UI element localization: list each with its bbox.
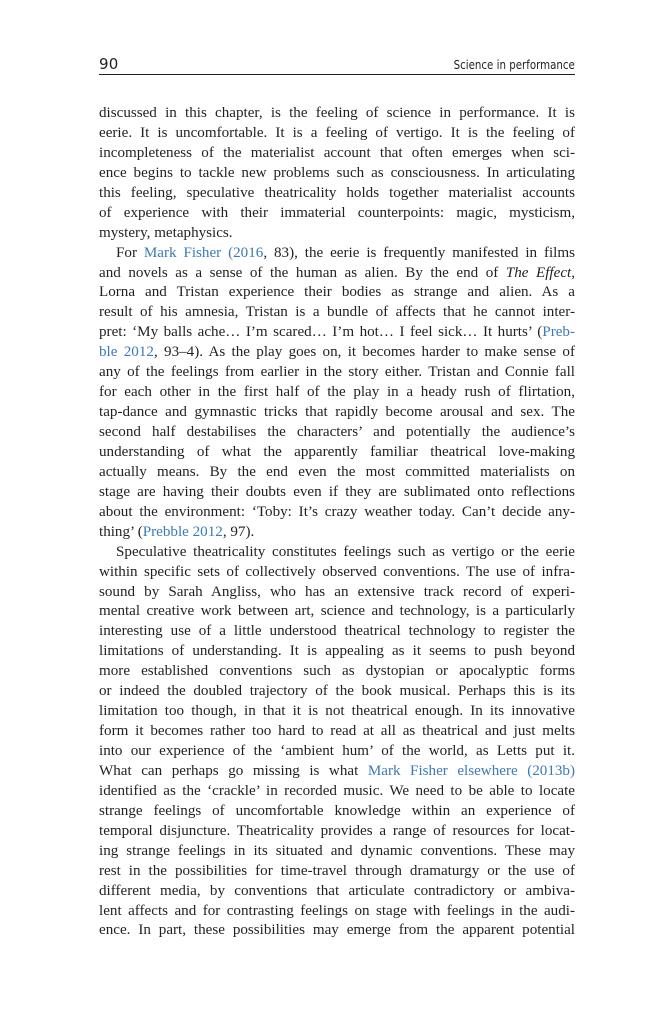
text-segment: result of his amnesia, Tristan is a bundle of affects that he cannot inter- <box>99 304 575 321</box>
text-line <box>99 782 575 802</box>
text-line <box>99 722 575 742</box>
text-segment: mystery, metaphysics. <box>99 224 233 241</box>
text-segment: of experience with their immaterial counterpoints: magic, mysticism, <box>99 204 575 221</box>
text-segment: about the environment: ‘Toby: It’s crazy weather today. Can’t decide any- <box>99 503 575 520</box>
text-segment: understanding of what the apparently familiar theatrical love-making <box>99 443 575 460</box>
citation-link[interactable]: Mark Fisher (2016 <box>143 244 264 261</box>
text-line <box>99 423 575 443</box>
text-line <box>99 124 575 144</box>
text-line <box>99 323 575 343</box>
text-line <box>99 264 575 284</box>
text-line <box>99 921 575 941</box>
text-line <box>99 662 575 682</box>
text-line <box>99 583 575 603</box>
body-text <box>99 104 575 941</box>
text-segment: into our experience of the ‘ambient hum’ of the world, as Letts put it. <box>99 743 575 759</box>
text-segment: ence. In part, these possibilities may emerge from the apparent potential <box>99 922 575 939</box>
text-line <box>99 622 575 642</box>
text-segment: actually means. By the end even the most committed materialists on <box>99 463 575 480</box>
text-segment: incompleteness of the materialist account that often emerges when sci- <box>99 144 575 161</box>
text-line <box>99 144 575 164</box>
text-segment: , 97). <box>222 523 255 540</box>
text-segment: Lorna and Tristan experience their bodies as strange and alien. As a <box>99 284 575 301</box>
text-line <box>99 882 575 902</box>
text-line <box>99 702 575 722</box>
text-segment: for each other in the first half of the play in a heady rush of flirtation, <box>99 384 575 401</box>
text-line <box>99 802 575 822</box>
text-line <box>99 343 575 363</box>
text-line <box>99 204 575 224</box>
text-segment: form it becomes rather too hard to read at all as theatrical and just melts <box>99 723 575 740</box>
text-line <box>99 184 575 204</box>
text-line <box>99 822 575 842</box>
text-segment: any of the feelings from earlier in the story either. Tristan and Connie fall <box>99 364 575 381</box>
text-segment: this feeling, speculative theatricality holds together materialist accounts <box>99 184 575 201</box>
text-line <box>99 224 575 244</box>
text-segment: different media, by conventions that articulate contradictory or ambiva- <box>99 882 575 899</box>
text-segment: limitations of understanding. It is appealing as it seems to push beyond <box>99 643 575 660</box>
text-line <box>99 682 575 702</box>
text-line <box>99 602 575 622</box>
text-segment: second half destabilises the characters’ and potentially the audience’s <box>99 424 575 440</box>
text-segment: , <box>571 264 575 281</box>
text-line <box>99 363 575 383</box>
text-segment: sound by Sarah Angliss, who has an extensive track record of experi- <box>99 583 575 600</box>
text-line <box>99 383 575 403</box>
text-segment: For <box>116 244 144 261</box>
text-line <box>99 463 575 483</box>
citation-link[interactable]: Preb- <box>542 324 575 341</box>
text-line <box>99 503 575 523</box>
text-segment: strange feelings of uncomfortable knowledge within an experience of <box>99 802 575 819</box>
text-segment: ence begins to tackle new problems such as consciousness. In articulating <box>99 164 575 181</box>
text-line <box>99 403 575 423</box>
text-line <box>99 563 575 583</box>
citation-link[interactable]: Mark Fisher elsewhere (2013b) <box>367 762 575 779</box>
text-line <box>99 862 575 882</box>
text-segment: rest in the possibilities for time-travel through dramaturgy or the use of <box>99 862 575 879</box>
text-segment: and novels as a sense of the human as alien. By the end of <box>99 264 506 281</box>
book-page <box>99 52 575 939</box>
text-segment: discussed in this chapter, is the feeling of science in performance. It is <box>99 105 575 121</box>
text-line <box>99 244 575 264</box>
page-number: 90 <box>99 55 119 73</box>
text-segment: ing strange feelings in its situated and dynamic conventions. These may <box>99 842 575 859</box>
text-line <box>99 842 575 862</box>
text-line <box>99 164 575 184</box>
citation-link[interactable]: ble 2012 <box>99 344 154 361</box>
text-line <box>99 283 575 303</box>
text-segment: stage are having their doubts even if they are sublimated onto reflections <box>99 483 575 500</box>
text-segment: eerie. It is uncomfortable. It is a feeling of vertigo. It is the feeling of <box>99 124 575 141</box>
text-segment: interesting use of a little understood theatrical technology to register the <box>99 623 575 640</box>
text-segment: Speculative theatricality constitutes feelings such as vertigo or the eerie <box>116 543 575 560</box>
citation-link[interactable]: Prebble 2012 <box>142 523 223 540</box>
italic-title: The Effect <box>505 264 572 281</box>
text-segment: , 83), the eerie is frequently manifested in films <box>263 244 575 261</box>
text-segment: mental creative work between art, science and technology, is a particularly <box>99 603 575 620</box>
text-segment: pret: ‘My balls ache… I’m scared… I’m hot… I feel sick… It hurts’ ( <box>99 324 543 341</box>
running-head-title: Science in performance <box>453 57 575 72</box>
text-segment: limitation too though, in that it is not theatrical enough. In its innovative <box>99 703 575 720</box>
text-line <box>99 523 575 543</box>
text-line <box>99 902 575 922</box>
text-segment: more established conventions such as dystopian or apocalyptic forms <box>99 663 575 680</box>
text-segment: or indeed the doubled trajectory of the book musical. Perhaps this is its <box>99 683 575 700</box>
text-segment: temporal disjuncture. Theatricality provides a range of resources for locat- <box>99 822 575 839</box>
text-line <box>99 303 575 323</box>
text-line <box>99 742 575 762</box>
text-line <box>99 104 575 124</box>
text-segment: thing’ ( <box>99 523 143 540</box>
text-segment: identified as the ‘crackle’ in recorded music. We need to be able to locate <box>99 782 575 799</box>
text-segment: , 93–4). As the play goes on, it becomes harder to make sense of <box>153 344 575 361</box>
text-segment: within specific sets of collectively observed conventions. The use of infra- <box>99 563 575 580</box>
text-line <box>99 543 575 563</box>
running-head <box>99 52 575 75</box>
text-line <box>99 762 575 782</box>
text-segment: What can perhaps go missing is what <box>99 762 368 779</box>
text-line <box>99 483 575 503</box>
text-segment: tap-dance and gymnastic tricks that rapidly become arousal and sex. The <box>99 404 575 421</box>
text-line <box>99 642 575 662</box>
text-segment: lent affects and for contrasting feelings on stage with feelings in the audi- <box>99 902 575 919</box>
text-line <box>99 443 575 463</box>
